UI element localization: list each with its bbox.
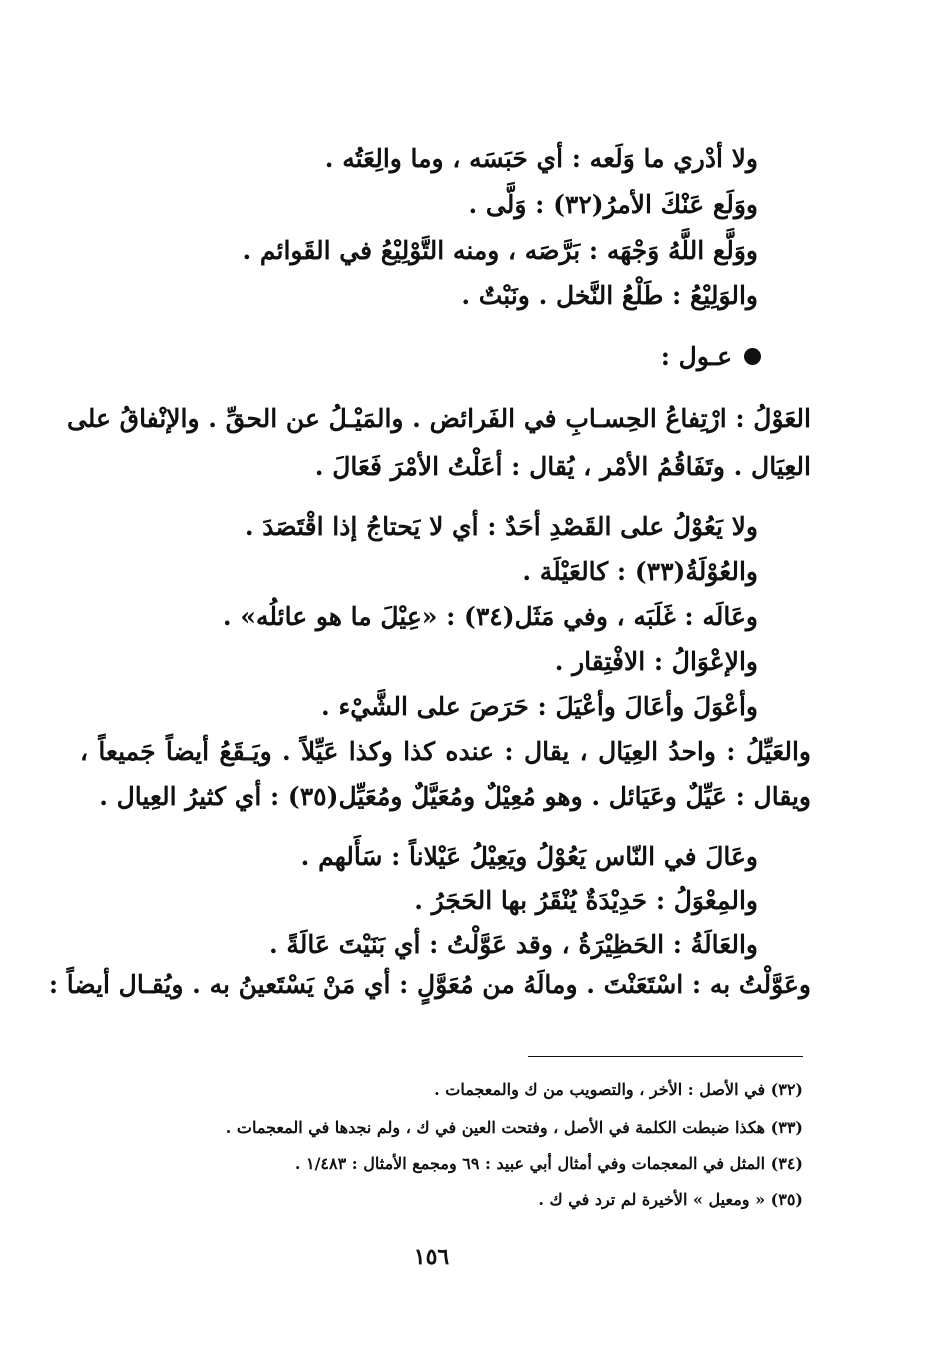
footnote: (٣٣) هكذا ضبطت الكلمة في الأصل ، وفتحت العين في ك ، ولم نجدها في المعجمات . — [225, 1118, 803, 1137]
text-line: والعُوْلَةُ(٣٣) : كالعَيْلَة . — [522, 557, 758, 586]
text-line: وعَوَّلْتُ به : اسْتَعَنْتَ . ومالَهُ من مُعَوَّلٍ : أي مَنْ يَسْتَعينُ به . ويُقـال أيضاً : — [48, 970, 811, 999]
text-line: والعَيِّلُ : واحدُ العِيَال ، يقال : عنده كذا وكذا عَيِّلاً . ويَـقَعُ أيضاً جَميعاً ، — [80, 737, 811, 766]
text-line: العِيَال . وتَفَاقُمُ الأمْر ، يُقال : أعَلْتُ الأمْرَ فَعَالَ . — [314, 452, 811, 481]
footnote: (٣٢) في الأصل : الأخر ، والتصويب من ك والمعجمات . — [434, 1080, 803, 1099]
section-heading-text: عـول : — [660, 342, 732, 371]
text-line: ولا أدْري ما وَلَعه : أي حَبَسَه ، وما والِعَتُه . — [324, 144, 758, 173]
text-line: ويقال : عَيِّلٌ وعَيَائل . وهو مُعِيْلٌ ومُعَيَّلٌ ومُعَيِّل(٣٥) : أي كثيرُ العِيال . — [99, 782, 811, 811]
text-line: العَوْلُ : ارْتِفاعُ الحِسـابِ في الفَرائض . والمَيْـلُ عن الحقِّ . والإنْفاقُ على — [66, 404, 811, 433]
text-line: ووَلَع عَنْكَ الأمرُ(٣٢) : وَلَّى . — [468, 190, 758, 219]
footnote: (٣٥) « ومعيل » الأخيرة لم ترد في ك . — [538, 1190, 803, 1209]
section-heading — [661, 340, 761, 374]
text-line: وعَالَ في النّاس يَعُوْلُ ويَعِيْلُ عَيْلاناً : سَأَلهم . — [300, 842, 758, 871]
footnote: (٣٤) المثل في المعجمات وفي أمثال أبي عبيد : ٦٩ ومجمع الأمثال : ١/٤٨٣ . — [294, 1154, 803, 1173]
text-line: وأعْوَلَ وأعَالَ وأعْيَلَ : حَرَصَ على الشَّيْء . — [321, 692, 758, 721]
text-line: والمِعْوَلُ : حَدِيْدَةٌ يُنْقَرُ بها الحَجَرُ . — [414, 886, 758, 915]
text-line: والإعْوَالُ : الافْتِقار . — [554, 647, 758, 676]
text-line: ولا يَعُوْلُ على القَصْدِ أحَدٌ : أي لا يَحتاجُ إذا اقْتَصَدَ . — [244, 512, 758, 541]
text-line: وعَالَه : غَلَبَه ، وفي مَثَل(٣٤) : «عِيْلَ ما هو عائلُه» . — [222, 602, 758, 631]
footnote-divider — [528, 1056, 803, 1057]
page-number: ١٥٦ — [413, 1244, 450, 1270]
text-line: والعَالَةُ : الحَظِيْرَةُ ، وقد عَوَّلْتُ : أي بَنَيْتَ عَالَةً . — [268, 930, 758, 959]
text-line: والوَلِيْعُ : طَلْعُ النَّخل . ونَبْتٌ . — [461, 281, 758, 310]
text-line: ووَلَّع اللَّهُ وَجْهَه : بَرَّصَه ، ومنه التَّوْلِيْعُ في القَوائم . — [242, 236, 758, 265]
bullet-icon — [744, 348, 761, 365]
